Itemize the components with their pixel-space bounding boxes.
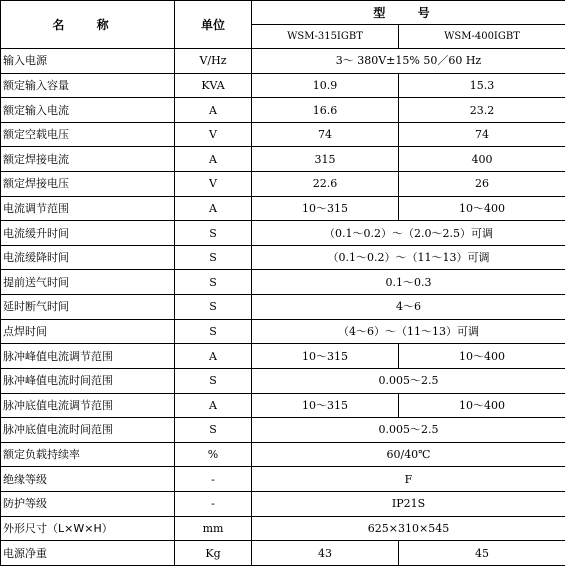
spec-name: 电流调节范围: [1, 196, 175, 221]
spec-name: 额定负载持续率: [1, 442, 175, 467]
spec-value-model-a: 10～315: [252, 393, 399, 418]
table-row: [1, 147, 565, 172]
table-row: [1, 368, 565, 393]
spec-name: 电流缓降时间: [1, 245, 175, 270]
spec-name: 绝缘等级: [1, 467, 175, 492]
spec-unit: Kg: [175, 541, 252, 566]
spec-unit: A: [175, 196, 252, 221]
spec-value-shared: 60/40℃: [252, 442, 565, 467]
spec-value-model-a: 10～315: [252, 344, 399, 369]
spec-value-model-a: 10～315: [252, 196, 399, 221]
spec-name: 额定焊接电流: [1, 147, 175, 172]
spec-unit: S: [175, 295, 252, 320]
spec-unit: S: [175, 245, 252, 270]
spec-value-shared: （4～6）～（11～13）可调: [252, 319, 565, 344]
spec-value-model-b: 10～400: [399, 196, 565, 221]
spec-value-shared: 3～ 380V±15% 50／60 Hz: [252, 49, 565, 74]
spec-unit: S: [175, 418, 252, 443]
spec-unit: mm: [175, 516, 252, 541]
spec-name: 额定空载电压: [1, 122, 175, 147]
spec-value-shared: 625×310×545: [252, 516, 565, 541]
spec-value-model-a: 315: [252, 147, 399, 172]
spec-name: 额定焊接电压: [1, 172, 175, 197]
spec-value-model-a: 16.6: [252, 98, 399, 123]
table-row: [1, 467, 565, 492]
spec-value-shared: （0.1～0.2）～（11～13）可调: [252, 245, 565, 270]
spec-value-shared: IP21S: [252, 491, 565, 516]
table-row: [1, 49, 565, 74]
table-row: [1, 295, 565, 320]
spec-unit: A: [175, 393, 252, 418]
spec-name: 脉冲底值电流调节范围: [1, 393, 175, 418]
table-row: [1, 73, 565, 98]
spec-value-model-b: 400: [399, 147, 565, 172]
spec-value-model-a: 43: [252, 541, 399, 566]
spec-value-model-a: 22.6: [252, 172, 399, 197]
spec-name: 脉冲底值电流时间范围: [1, 418, 175, 443]
spec-unit: V: [175, 172, 252, 197]
spec-name: 额定输入电流: [1, 98, 175, 123]
table-row: [1, 98, 565, 123]
spec-unit: S: [175, 221, 252, 246]
table-row: [1, 221, 565, 246]
spec-name: 电源净重: [1, 541, 175, 566]
table-row: [1, 516, 565, 541]
model-column-header: 型 号: [252, 1, 565, 25]
spec-value-model-b: 15.3: [399, 73, 565, 98]
table-row: [1, 541, 565, 566]
table-row: [1, 196, 565, 221]
spec-unit: -: [175, 467, 252, 492]
spec-value-model-b: 26: [399, 172, 565, 197]
table-row: [1, 122, 565, 147]
model-b-header: WSM-400IGBT: [399, 25, 565, 49]
spec-unit: -: [175, 491, 252, 516]
spec-name: 防护等级: [1, 491, 175, 516]
table-row: [1, 245, 565, 270]
spec-rows: [1, 49, 565, 566]
table-row: [1, 393, 565, 418]
model-a-header: WSM-315IGBT: [252, 25, 399, 49]
spec-unit: KVA: [175, 73, 252, 98]
spec-unit: S: [175, 368, 252, 393]
spec-unit: S: [175, 319, 252, 344]
spec-name: 延时断气时间: [1, 295, 175, 320]
table-row: [1, 491, 565, 516]
spec-unit: A: [175, 147, 252, 172]
spec-unit: %: [175, 442, 252, 467]
header-row: [1, 1, 565, 25]
spec-value-shared: 4～6: [252, 295, 565, 320]
spec-name: 电流缓升时间: [1, 221, 175, 246]
table-row: [1, 172, 565, 197]
table-row: [1, 418, 565, 443]
table-row: [1, 344, 565, 369]
spec-value-shared: F: [252, 467, 565, 492]
spec-name: 脉冲峰值电流时间范围: [1, 368, 175, 393]
spec-name: 输入电源: [1, 49, 175, 74]
name-column-header: 名 称: [1, 1, 175, 49]
spec-value-model-b: 10～400: [399, 393, 565, 418]
spec-value-shared: 0.005～2.5: [252, 418, 565, 443]
spec-value-shared: （0.1～0.2）～（2.0～2.5）可调: [252, 221, 565, 246]
table-row: [1, 319, 565, 344]
spec-unit: A: [175, 98, 252, 123]
spec-name: 外形尺寸（L×W×H）: [1, 516, 175, 541]
table-row: [1, 442, 565, 467]
spec-name: 脉冲峰值电流调节范围: [1, 344, 175, 369]
spec-value-shared: 0.005～2.5: [252, 368, 565, 393]
spec-value-model-b: 74: [399, 122, 565, 147]
table-row: [1, 270, 565, 295]
spec-value-shared: 0.1～0.3: [252, 270, 565, 295]
spec-unit: V: [175, 122, 252, 147]
spec-name: 点焊时间: [1, 319, 175, 344]
spec-value-model-b: 23.2: [399, 98, 565, 123]
spec-value-model-b: 45: [399, 541, 565, 566]
spec-name: 额定输入容量: [1, 73, 175, 98]
spec-name: 提前送气时间: [1, 270, 175, 295]
spec-unit: S: [175, 270, 252, 295]
spec-value-model-a: 10.9: [252, 73, 399, 98]
spec-value-model-a: 74: [252, 122, 399, 147]
spec-unit: V/Hz: [175, 49, 252, 74]
unit-column-header: 单位: [175, 1, 252, 49]
spec-unit: A: [175, 344, 252, 369]
spec-value-model-b: 10～400: [399, 344, 565, 369]
